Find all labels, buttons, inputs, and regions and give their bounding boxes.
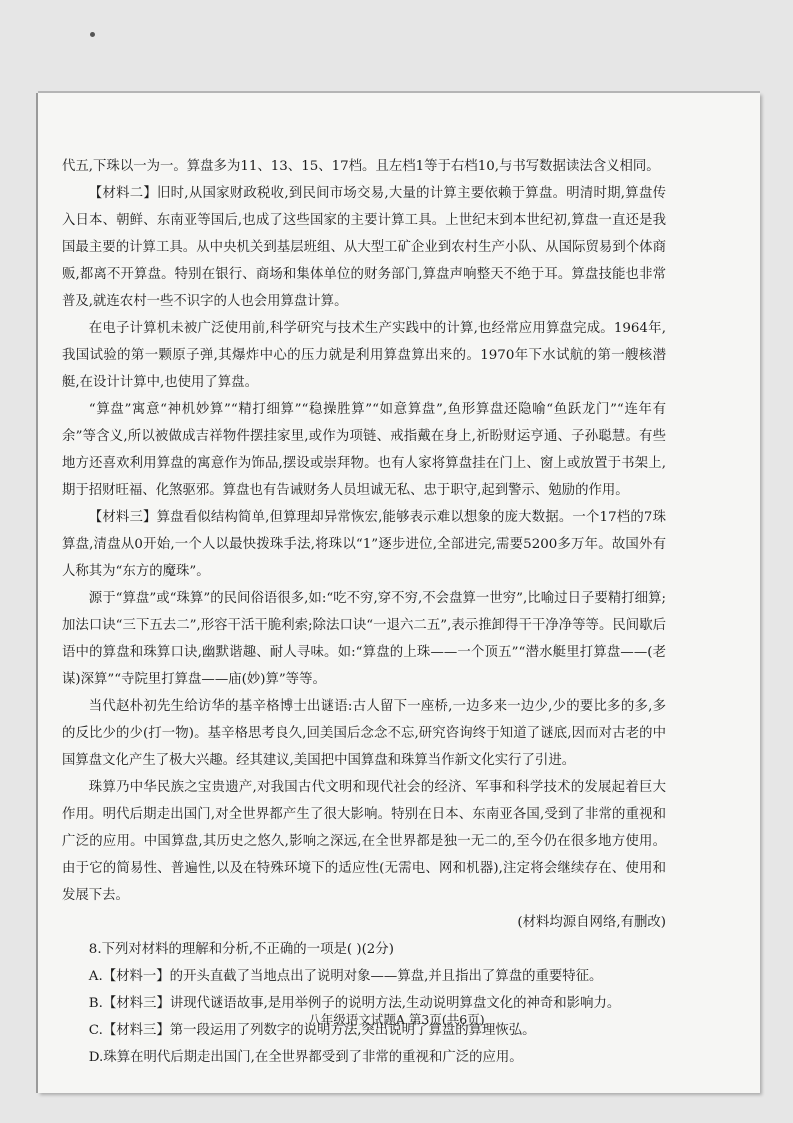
scan-dot (90, 32, 95, 37)
option-d: D.珠算在明代后期走出国门,在全世界都受到了非常的重视和广泛的应用。 (88, 1050, 523, 1065)
page-footer: 八年级语文试题A 第3页(共6页) (308, 1012, 485, 1027)
paragraph-material-2: 【材料二】旧时,从国家财政税收,到民间市场交易,大量的计算主要依赖于算盘。明清时期,算盘传入日本、朝鲜、东南亚等国后,也成了这些国家的主要计算工具。上世纪末到本世纪初,算盘一直还是我国最主要的计算工具。从中央机关到基层班组、从大型工矿企业到农村生产小队、从国际贸易到个体商贩,都离不开算盘。特别在银行、商场和集体单位的财务部门,算盘声响整天不绝于耳。算盘技能也非常普及,就连农村一些不识字的人也会用算盘计算。 (62, 186, 666, 309)
paragraph-folk-sayings: 源于“算盘”或“珠算”的民间俗语很多,如:“吃不穷,穿不穷,不会盘算一世穷”,比喻过日子要精打细算;加法口诀“三下五去二”,形容干活干脆利索;除法口诀“一退六二五”,表示推卸得干干净净等等。民间歇后语中的算盘和珠算口诀,幽默谐趣、耐人寻味。如:“算盘的上珠——一个顶五”“潜水艇里打算盘——(老谋)深算”“寺院里打算盘——庙(妙)算”等等。 (62, 591, 666, 687)
option-b: B.【材料三】讲现代谜语故事,是用举例子的说明方法,生动说明算盘文化的神奇和影响力。 (88, 996, 621, 1011)
paragraph-heritage: 珠算乃中华民族之宝贵遗产,对我国古代文明和现代社会的经济、军事和科学技术的发展起着巨大作用。明代后期走出国门,对全世界都产生了很大影响。特别在日本、东南亚各国,受到了非常的重视和广泛的应用。中国算盘,其历史之悠久,影响之深远,在全世界都是独一无二的,至今仍在很多地方使用。由于它的简易性、普遍性,以及在特殊环境下的适应性(无需电、网和机器),注定将会继续存在、使用和发展下去。 (62, 780, 666, 903)
document-body (62, 153, 666, 1071)
paragraph-symbolism: “算盘”寓意“神机妙算”“精打细算”“稳操胜算”“如意算盘”,鱼形算盘还隐喻“鱼跃龙门”“连年有余”等含义,所以被做成吉祥物件摆挂家里,或作为项链、戒指戴在身上,祈盼财运亨通、子孙聪慧。有些地方还喜欢利用算盘的寓意作为饰品,摆设或崇拜物。也有人家将算盘挂在门上、窗上或放置于书架上,期于招财旺福、化煞驱邪。算盘也有告诫财务人员坦诚无私、忠于职守,起到警示、勉励的作用。 (62, 402, 666, 498)
question-stem: 8.下列对材料的理解和分析,不正确的一项是( )(2分) (88, 942, 394, 957)
paragraph-continuation: 代五,下珠以一为一。算盘多为11、13、15、17档。且左档1等于右档10,与书写数据读法含义相同。 (62, 159, 660, 174)
option-c: C.【材料三】第一段运用了列数字的说明方法,突出说明了算盘的算理恢弘。 (88, 1023, 536, 1038)
option-a: A.【材料一】的开头直截了当地点出了说明对象——算盘,并且指出了算盘的重要特征。 (88, 969, 603, 984)
source-note: (材料均源自网络,有删改) (517, 915, 666, 930)
paragraph-riddle-story: 当代赵朴初先生给访华的基辛格博士出谜语:古人留下一座桥,一边多来一边少,少的要比多的多,多的反比少的少(打一物)。基辛格思考良久,回美国后念念不忘,研究咨询终于知道了谜底,因而对古老的中国算盘文化产生了极大兴趣。经其建议,美国把中国算盘和珠算当作新文化实行了引进。 (62, 699, 666, 768)
paragraph-material-3: 【材料三】算盘看似结构简单,但算理却异常恢宏,能够表示难以想象的庞大数据。一个17档的7珠算盘,清盘从0开始,一个人以最快拨珠手法,将珠以“1”逐步进位,全部进完,需要5200多万年。故国外有人称其为“东方的魔珠”。 (62, 510, 666, 579)
paragraph-computing-history: 在电子计算机未被广泛使用前,科学研究与技术生产实践中的计算,也经常应用算盘完成。1964年,我国试验的第一颗原子弹,其爆炸中心的压力就是利用算盘算出来的。1970年下水试航的第一艘核潜艇,在设计计算中,也使用了算盘。 (62, 321, 666, 390)
